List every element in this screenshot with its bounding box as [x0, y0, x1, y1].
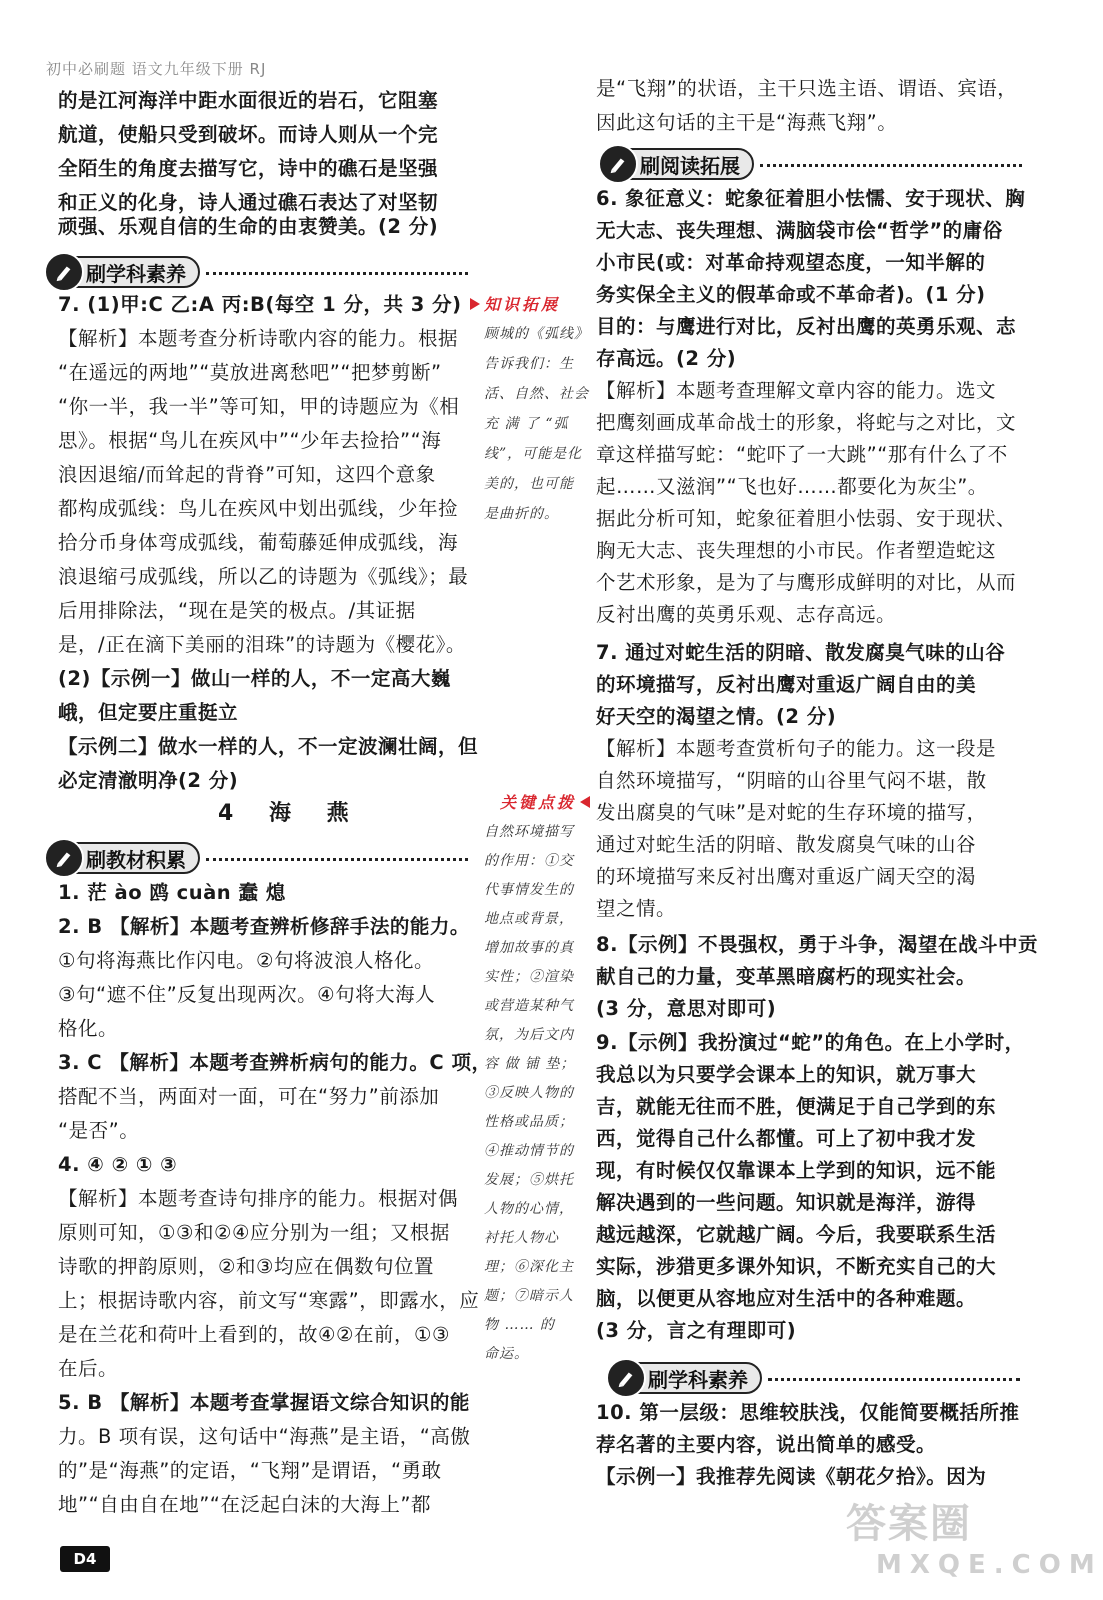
text-line: 献自己的力量，变革黑暗腐朽的现实社会。 [596, 965, 977, 988]
side-note-line: 发展；⑤烘托 [484, 1172, 574, 1188]
side-note-line: 美的，也可能 [484, 476, 574, 492]
section-header-reading-extension [602, 148, 1022, 180]
section-header-subject-literacy-2 [610, 1362, 1020, 1394]
text-line: 我总以为只要学会课本上的知识，就万事大 [596, 1063, 977, 1086]
text-line: 4. ④ ② ① ③ [58, 1153, 178, 1176]
section-title: 刷阅读拓展 [640, 153, 740, 178]
knowledge-extension-tag: 知识拓展 [470, 292, 560, 315]
triangle-left-icon [580, 796, 590, 808]
text-line: (2)【示例一】做山一样的人，不一定高大巍 [58, 667, 451, 690]
text-line: 上；根据诗歌内容，前文写“寒露”，即露水，应 [58, 1289, 480, 1312]
text-line: 越远越深，它就越广阔。今后，我要联系生活 [596, 1223, 997, 1246]
text-line: 吉，就能无往而不胜，便满足于自己学到的东 [596, 1095, 997, 1118]
side-note-line: ④推动情节的 [484, 1143, 574, 1159]
text-line: 都构成弧线：鸟儿在疾风中划出弧线，少年捡 [58, 497, 459, 520]
text-line: 西，觉得自己什么都懂。可上了初中我才发 [596, 1127, 977, 1150]
text-line: 实际，涉猎更多课外知识，不断充实自己的大 [596, 1255, 997, 1278]
side-note-line: 代事情发生的 [484, 882, 574, 898]
text-line: 无大志、丧失理想、满脑袋市侩“哲学”的庸俗 [596, 219, 1003, 242]
text-line: 好天空的渴望之情。(2 分) [596, 705, 837, 728]
text-line: 望之情。 [596, 897, 677, 920]
text-line: 据此分析可知，蛇象征着胆小怯弱、安于现状、 [596, 507, 1017, 530]
side-note-line: 顾城的《弧线》 [484, 326, 589, 342]
watermark [846, 1500, 1103, 1596]
text-line: 的环境描写，反衬出鹰对重返广阔自由的美 [596, 673, 977, 696]
text-line: 是，/正在滴下美丽的泪珠”的诗题为《樱花》。 [58, 633, 466, 656]
text-line: 7. (1)甲:C 乙:A 丙:B(每空 1 分，共 3 分) [58, 293, 462, 316]
text-line: 2. B 【解析】本题考查辨析修辞手法的能力。 [58, 915, 470, 938]
text-line: “是否”。 [58, 1119, 140, 1142]
side-note-line: 理；⑥深化主 [484, 1259, 574, 1275]
text-line: 全陌生的角度去描写它，诗中的礁石是坚强 [58, 157, 439, 180]
side-note-line: 人物的心情， [484, 1201, 574, 1217]
text-line: 8.【示例】不畏强权，勇于斗争，渴望在战斗中贡 [596, 933, 1038, 956]
text-line: 章这样描写蛇：“蛇吓了一大跳”“那有什么了不 [596, 443, 1008, 466]
lesson-title: 4 海 燕 [218, 801, 363, 826]
side-note-line: 容 做 铺 垫； [484, 1056, 576, 1072]
text-line: 峨，但定要庄重挺立 [58, 701, 239, 724]
text-line: 诗歌的押韵原则，②和③均应在偶数句位置 [58, 1255, 434, 1278]
dotted-rule [206, 856, 468, 861]
dotted-rule [768, 1376, 1020, 1381]
text-line: 起……又滋润”“飞也好……都要化为灰尘”。 [596, 475, 988, 498]
text-line: 10. 第一层级：思维较肤浅，仅能简要概括所推 [596, 1401, 1020, 1424]
side-note-line: 题；⑦暗示人 [484, 1288, 574, 1304]
running-header: 初中必刷题 语文九年级下册 RJ [46, 60, 267, 78]
side-note-line: 充 满 了 “弧 [484, 416, 569, 432]
pencil-ball-icon [44, 838, 84, 878]
text-line: 解决遇到的一些问题。知识就是海洋，游得 [596, 1191, 977, 1214]
section-header-textbook [48, 842, 468, 874]
text-line: 的”是“海燕”的定语，“飞翔”是谓语，“勇敢 [58, 1459, 442, 1482]
side-note-line: 物 …… 的 [484, 1317, 555, 1333]
side-note-line: 实性；②渲染 [484, 969, 574, 985]
text-line: 地”“自由自在地”“在泛起白沫的大海上”都 [58, 1493, 432, 1516]
text-line: 是“飞翔”的状语，主干只选主语、谓语、宾语， [596, 77, 1018, 100]
text-line: 航道，使船只受到破坏。而诗人则从一个完 [58, 123, 439, 146]
side-note-line: 或营造某种气 [484, 998, 574, 1014]
text-line: 和正义的化身，诗人通过礁石表达了对坚韧 [58, 191, 439, 214]
text-line: 目的：与鹰进行对比，反衬出鹰的英勇乐观、志 [596, 315, 1017, 338]
text-line: 个艺术形象，是为了与鹰形成鲜明的对比，从而 [596, 571, 1017, 594]
text-line: 的是江河海洋中距水面很近的岩石，它阻塞 [58, 89, 439, 112]
text-line: 后用排除法，“现在是笑的极点。/其证据 [58, 599, 416, 622]
side-note-line: 线”，可能是化 [484, 446, 583, 462]
text-line: 的环境描写来反衬出鹰对重返广阔天空的渴 [596, 865, 977, 888]
text-line: 通过对蛇生活的阴暗、散发腐臭气味的山谷 [596, 833, 977, 856]
text-line: 【解析】本题考查诗句排序的能力。根据对偶 [58, 1187, 459, 1210]
text-line: (3 分，意思对即可) [596, 997, 777, 1020]
text-line: 必定清澈明净(2 分) [58, 769, 239, 792]
text-line: 5. B 【解析】本题考查掌握语文综合知识的能 [58, 1391, 470, 1414]
side-note-line: 衬托人物心 [484, 1230, 559, 1246]
section-header-subject-literacy [48, 256, 468, 288]
text-line: 1. 茫 ào 鸥 cuàn 蠢 熄 [58, 881, 286, 904]
text-line: 因此这句话的主干是“海燕飞翔”。 [596, 111, 898, 134]
text-line: 力。B 项有误，这句话中“海燕”是主语，“高傲 [58, 1425, 471, 1448]
side-note-line: 命运。 [484, 1346, 529, 1362]
text-line: 是在兰花和荷叶上看到的，故④②在前，①③ [58, 1323, 450, 1346]
dotted-rule [206, 270, 468, 275]
page-number: D4 [60, 1546, 110, 1572]
text-line: 务实保全主义的假革命或不革命者)。(1 分) [596, 283, 986, 306]
side-note-line: 氛，为后文内 [484, 1027, 574, 1043]
text-line: ①句将海燕比作闪电。②句将波浪人格化。 [58, 949, 434, 972]
pencil-ball-icon [606, 1358, 646, 1398]
side-note-line: 增加故事的真 [484, 940, 574, 956]
text-line: 9.【示例】我扮演过“蛇”的角色。在上小学时， [596, 1031, 1025, 1054]
side-note-line: 的作用：①交 [484, 853, 574, 869]
text-line: 浪因退缩/而耸起的背脊”可知，这四个意象 [58, 463, 436, 486]
text-line: 反衬出鹰的英勇乐观、志存高远。 [596, 603, 897, 626]
text-line: 原则可知，①③和②④应分别为一组；又根据 [58, 1221, 450, 1244]
side-note-line: 告诉我们：生 [484, 356, 574, 372]
text-line: 胸无大志、丧失理想的小市民。作者塑造蛇这 [596, 539, 997, 562]
text-line: 【示例一】我推荐先阅读《朝花夕拾》。因为 [596, 1465, 987, 1488]
watermark-line: 答案圈 [846, 1501, 972, 1547]
text-line: 在后。 [58, 1357, 119, 1380]
section-title: 刷教材积累 [86, 847, 186, 872]
text-line: 存高远。(2 分) [596, 347, 737, 370]
text-line: 自然环境描写，“阴暗的山谷里气闷不堪，散 [596, 769, 987, 792]
text-line: (3 分，言之有理即可) [596, 1319, 797, 1342]
text-line: 拾分币身体弯成弧线，葡萄藤延伸成弧线，海 [58, 531, 459, 554]
section-title: 刷学科素养 [86, 261, 186, 286]
text-line: 浪退缩弓成弧线，所以乙的诗题为《弧线》；最 [58, 565, 469, 588]
text-line: 把鹰刻画成革命战士的形象，将蛇与之对比，文 [596, 411, 1017, 434]
section-title: 刷学科素养 [648, 1367, 748, 1392]
text-line: 思》。根据“鸟儿在疾风中”“少年去捡拾”“海 [58, 429, 442, 452]
text-line: 【解析】本题考查赏析句子的能力。这一段是 [596, 737, 997, 760]
text-line: 7. 通过对蛇生活的阴暗、散发腐臭气味的山谷 [596, 641, 1006, 664]
text-line: 3. C 【解析】本题考查辨析病句的能力。C 项， [58, 1051, 492, 1074]
text-line: “在遥远的两地”“莫放进离愁吧”“把梦剪断” [58, 361, 442, 384]
dotted-rule [760, 162, 1022, 167]
text-line: ③句“遮不住”反复出现两次。④句将大海人 [58, 983, 436, 1006]
text-line: 搭配不当，两面对一面，可在“努力”前添加 [58, 1085, 440, 1108]
side-note-line: ③反映人物的 [484, 1085, 574, 1101]
text-line: 现，有时候仅仅靠课本上学到的知识，远不能 [596, 1159, 997, 1182]
side-note-line: 活、自然、社会 [484, 386, 589, 402]
side-note-line: 地点或背景， [484, 911, 574, 927]
text-line: 【解析】本题考查理解文章内容的能力。选文 [596, 379, 997, 402]
text-line: 顽强、乐观自信的生命的由衷赞美。(2 分) [58, 215, 439, 238]
pencil-ball-icon [598, 144, 638, 184]
text-line: 【示例二】做水一样的人，不一定波澜壮阔，但 [58, 735, 479, 758]
side-note-line: 自然环境描写 [484, 824, 574, 840]
text-line: 格化。 [58, 1017, 119, 1040]
text-line: 小市民(或：对革命持观望态度，一知半解的 [596, 251, 986, 274]
text-line: 发出腐臭的气味”是对蛇的生存环境的描写， [596, 801, 987, 824]
text-line: 6. 象征意义：蛇象征着胆小怯懦、安于现状、胸 [596, 187, 1026, 210]
text-line: 荐名著的主要内容，说出简单的感受。 [596, 1433, 937, 1456]
text-line: “你一半，我一半”等可知，甲的诗题应为《相 [58, 395, 460, 418]
text-line: 脑，以便更从容地应对生活中的各种难题。 [596, 1287, 977, 1310]
pencil-ball-icon [44, 252, 84, 292]
side-note-line: 是曲折的。 [484, 506, 559, 522]
side-note-line: 性格或品质； [484, 1114, 574, 1130]
text-line: 【解析】本题考查分析诗歌内容的能力。根据 [58, 327, 459, 350]
key-point-tag: 关键点拨 [500, 790, 590, 813]
watermark-line: MXQE.COM [876, 1550, 1103, 1580]
triangle-right-icon [470, 298, 480, 310]
